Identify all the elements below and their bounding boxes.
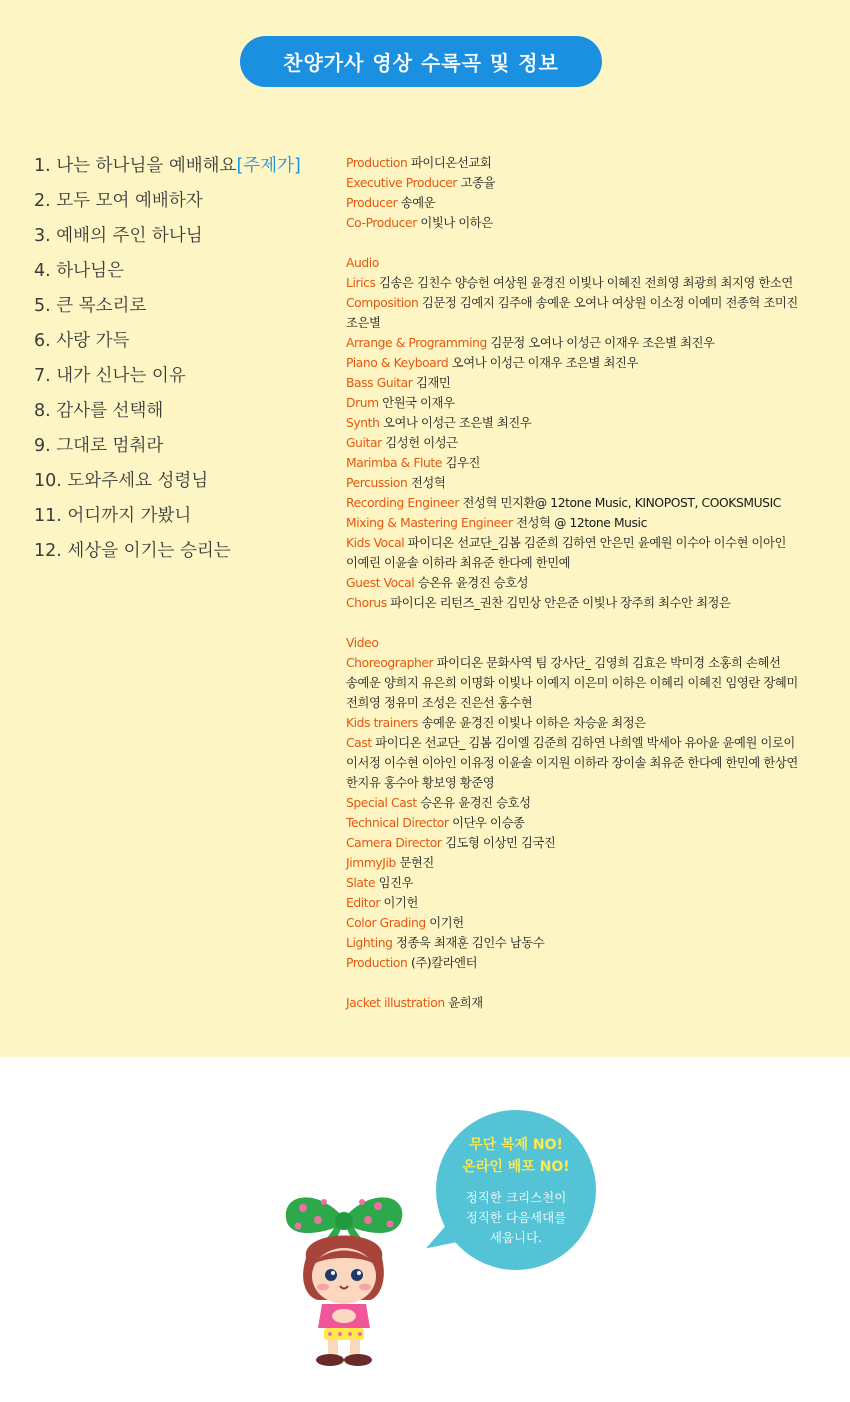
credit-names: 전희영 정유미 조성은 진은선 홍수현	[346, 696, 533, 710]
track-item	[34, 499, 301, 534]
credit-role: Lighting	[346, 936, 393, 950]
credit-row	[346, 573, 836, 593]
girl-mascot-illustration	[278, 1188, 410, 1368]
notice-message-line: 정직한 크리스천이	[465, 1190, 567, 1205]
credit-row	[346, 853, 836, 873]
credit-names: 송예운	[397, 196, 436, 210]
credit-row	[346, 713, 836, 733]
credit-names: 고종율	[457, 176, 496, 190]
credit-row	[346, 533, 836, 553]
credit-names: 전성혁 민지환@ 12tone Music, KINOPOST, COOKSMUSIC	[458, 496, 781, 510]
credit-row	[346, 373, 836, 393]
track-label: 7. 내가 신나는 이유	[34, 366, 186, 386]
track-label: 4. 하나님은	[34, 261, 124, 281]
credit-role: Technical Director	[346, 816, 449, 830]
track-label: 9. 그대로 멈춰라	[34, 436, 164, 456]
credit-row	[346, 413, 836, 433]
credit-row	[346, 793, 836, 813]
track-item	[34, 464, 301, 499]
credits-section-heading: Video	[346, 636, 379, 650]
credit-names: 조은별	[346, 316, 381, 330]
credit-role: Executive Producer	[346, 176, 458, 190]
track-label: 10. 도와주세요 성령님	[34, 471, 209, 491]
credit-names: 김도형 이상민 김국진	[441, 836, 556, 850]
track-label: 3. 예배의 주인 하나님	[34, 226, 203, 246]
credit-row	[346, 733, 836, 753]
credit-names: 이서정 이수현 이아인 이유정 이윤솔 이지원 이하라 장이솔 최유준 한다예 한민예 한상연	[346, 756, 798, 770]
credit-role: Jacket illustration	[346, 996, 445, 1010]
credit-row	[346, 193, 836, 213]
credit-row	[346, 393, 836, 413]
credit-row	[346, 953, 836, 973]
credit-row	[346, 553, 836, 573]
credit-row	[346, 173, 836, 193]
credit-row	[346, 493, 836, 513]
credit-row	[346, 933, 836, 953]
track-list	[34, 149, 301, 569]
credit-names: 전성혁 @ 12tone Music	[512, 516, 647, 530]
credit-names: 파이디온 문화사역 팀 강사단_ 김영희 김효은 박미경 소홍희 손혜선	[433, 656, 781, 670]
credit-names: 파이디온 리턴즈_권찬 김민상 안은준 이빛나 장주희 최수안 최정은	[386, 596, 731, 610]
track-label: 5. 큰 목소리로	[34, 296, 147, 316]
track-label: 11. 어디까지 가봤니	[34, 506, 192, 526]
credit-names: 정종욱 최재훈 김인수 남동수	[392, 936, 545, 950]
credit-row	[346, 833, 836, 853]
credit-row	[346, 333, 836, 353]
credit-role: Piano & Keyboard	[346, 356, 449, 370]
credit-names: 파이디온 선교단_김봄 김준희 김하연 안은민 윤예원 이수아 이수현 이아인	[404, 536, 786, 550]
credit-names: 오여나 이성근 이재우 조은별 최진우	[448, 356, 638, 370]
credit-row	[346, 433, 836, 453]
credit-role: Production	[346, 156, 408, 170]
notice-no-copy: 무단 복제 NO!	[469, 1137, 563, 1153]
credit-role: Synth	[346, 416, 380, 430]
credit-role: Kids Vocal	[346, 536, 405, 550]
credit-row	[346, 353, 836, 373]
credit-row	[346, 293, 836, 313]
credit-row	[346, 313, 836, 333]
credit-role: Cast	[346, 736, 372, 750]
credit-role: Production	[346, 956, 408, 970]
track-label: 8. 감사를 선택해	[34, 401, 164, 421]
track-item	[34, 394, 301, 429]
credit-role: Guest Vocal	[346, 576, 415, 590]
credit-row	[346, 213, 836, 233]
credit-role: Drum	[346, 396, 379, 410]
track-item	[34, 534, 301, 569]
credit-row	[346, 813, 836, 833]
credit-names: 김문정 김예지 김주애 송예운 오여나 여상원 이소정 이예미 전종혁 조미진	[418, 296, 798, 310]
credit-names: 전성혁	[407, 476, 446, 490]
track-label: 2. 모두 모여 예배하자	[34, 191, 203, 211]
notice-speech-bubble	[436, 1110, 596, 1270]
credit-names: 안원국 이재우	[378, 396, 455, 410]
track-item	[34, 324, 301, 359]
credit-row	[346, 453, 836, 473]
notice-message-line: 세웁니다.	[489, 1230, 543, 1245]
credit-row	[346, 773, 836, 793]
credit-role: Guitar	[346, 436, 382, 450]
credit-role: Chorus	[346, 596, 387, 610]
credit-row	[346, 913, 836, 933]
credit-role: Lirics	[346, 276, 376, 290]
credit-row	[346, 593, 836, 613]
credit-role: Marimba & Flute	[346, 456, 443, 470]
credit-names: 승온유 윤경진 승호성	[416, 796, 531, 810]
credit-role: Camera Director	[346, 836, 442, 850]
credit-names: 이단우 이승종	[448, 816, 525, 830]
credit-names: 오여나 이성근 조은별 최진우	[379, 416, 532, 430]
credit-names: 윤희재	[444, 996, 483, 1010]
credit-row	[346, 893, 836, 913]
credit-row	[346, 273, 836, 293]
theme-song-tag: [주제가]	[236, 156, 301, 176]
credit-names: 파이디온선교회	[407, 156, 492, 170]
credit-role: JimmyJib	[346, 856, 396, 870]
credit-row	[346, 753, 836, 773]
credit-role: Recording Engineer	[346, 496, 459, 510]
section-spacer	[346, 613, 836, 633]
credit-row	[346, 473, 836, 493]
credit-role: Co-Producer	[346, 216, 417, 230]
credit-names: 김재민	[412, 376, 451, 390]
credit-row	[346, 873, 836, 893]
credit-names: 김성헌 이성근	[381, 436, 458, 450]
credit-role: Kids trainers	[346, 716, 419, 730]
credit-names: (주)칼라엔터	[407, 956, 478, 970]
credit-row	[346, 653, 836, 673]
track-label: 6. 사랑 가득	[34, 331, 130, 351]
track-label: 12. 세상을 이기는 승리는	[34, 541, 231, 561]
credit-role: Choreographer	[346, 656, 434, 670]
credit-row	[346, 693, 836, 713]
credit-names: 김우진	[442, 456, 480, 470]
credit-row	[346, 673, 836, 693]
track-item	[34, 219, 301, 254]
credit-role: Slate	[346, 876, 376, 890]
track-item	[34, 149, 301, 184]
credit-names: 파이디온 선교단_ 김봄 김이엘 김준희 김하연 나희엘 박세아 유아윤 윤예원 이로이	[371, 736, 795, 750]
credit-names: 이예린 이윤솔 이하라 최유준 한다예 한민예	[346, 556, 571, 570]
credit-names: 송예운 양희지 유은희 이명화 이빛나 이예지 이은미 이하은 이혜리 이혜진 임영란 장혜미	[346, 676, 798, 690]
credit-role: Bass Guitar	[346, 376, 413, 390]
track-label: 1. 나는 하나님을 예배해요	[34, 156, 237, 176]
notice-message-line: 정직한 다음세대를	[465, 1210, 567, 1225]
credit-row	[346, 993, 836, 1013]
credit-role: Arrange & Programming	[346, 336, 487, 350]
credit-role: Color Grading	[346, 916, 426, 930]
track-item	[34, 184, 301, 219]
credit-names: 문현진	[395, 856, 434, 870]
credit-row	[346, 513, 836, 533]
credit-role: Composition	[346, 296, 419, 310]
credit-role: Producer	[346, 196, 398, 210]
section-spacer	[346, 973, 836, 993]
track-item	[34, 359, 301, 394]
credits-block	[346, 153, 836, 1013]
credit-names: 송예운 윤경진 이빛나 이하은 차승윤 최정은	[418, 716, 646, 730]
credits-section-heading: Audio	[346, 256, 379, 270]
track-item	[34, 289, 301, 324]
credit-role: Percussion	[346, 476, 408, 490]
credit-names: 임진우	[375, 876, 414, 890]
page-title: 찬양가사 영상 수록곡 및 정보	[240, 36, 602, 87]
notice-no-distribution: 온라인 배포 NO!	[462, 1159, 570, 1175]
credit-role: Special Cast	[346, 796, 417, 810]
section-spacer	[346, 233, 836, 253]
credit-names: 이기헌	[425, 916, 464, 930]
credit-names: 김송은 김친수 양승헌 여상원 윤경진 이빛나 이혜진 전희영 최광희 최지영 한소연	[375, 276, 793, 290]
credit-names: 이기헌	[380, 896, 418, 910]
credit-role: Editor	[346, 896, 380, 910]
credit-role: Mixing & Mastering Engineer	[346, 516, 513, 530]
track-item	[34, 254, 301, 289]
credit-row	[346, 153, 836, 173]
credit-names: 한지유 홍수아 황보영 황준영	[346, 776, 495, 790]
credit-names: 승온유 윤경진 승호성	[414, 576, 529, 590]
track-item	[34, 429, 301, 464]
credit-names: 이빛나 이하은	[416, 216, 493, 230]
credit-names: 김문정 오여나 이성근 이재우 조은별 최진우	[486, 336, 715, 350]
